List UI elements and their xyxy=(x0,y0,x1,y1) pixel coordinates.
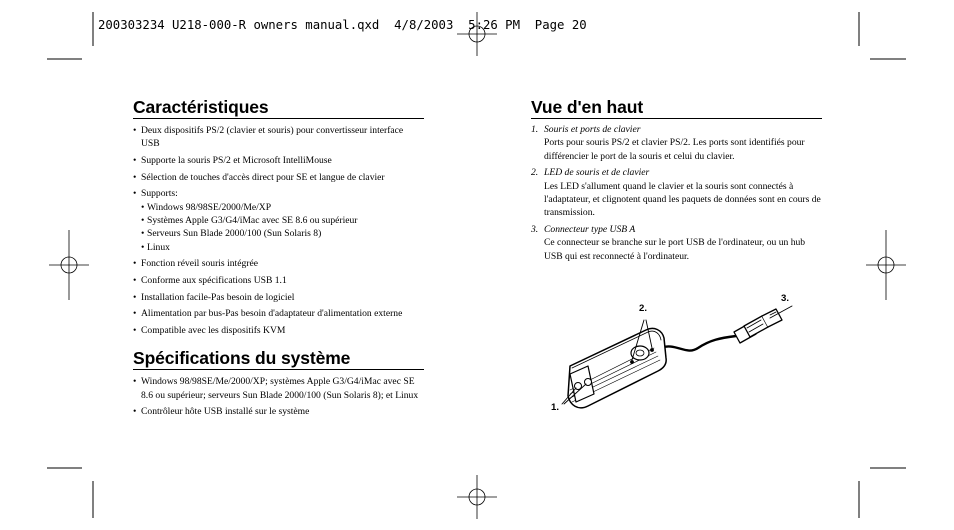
list-item: • Installation facile-Pas besoin de logiciel xyxy=(133,291,424,304)
item-number: 2. xyxy=(531,167,539,179)
list-item: • Linux xyxy=(141,241,424,254)
supports-list xyxy=(141,201,424,255)
list-item: • Windows 98/98SE/Me/2000/XP; systèmes Apple G3/G4/iMac avec SE 8.6 ou supérieur; serveurs Sun Blade 2000/100 (Sun Solaris 8); et Linux xyxy=(133,375,424,402)
figure-label-3: 3. xyxy=(781,293,790,304)
file-slug: 200303234 U218-000-R owners manual.qxd 4/8/2003 5:26 PM Page 20 xyxy=(98,18,587,32)
list-item: • Conforme aux spécifications USB 1.1 xyxy=(133,274,424,287)
item-title xyxy=(531,123,822,136)
top-view-heading: Vue d'en haut xyxy=(531,97,822,119)
list-item xyxy=(531,166,822,220)
item-title-text: LED de souris et de clavier xyxy=(544,167,650,179)
adapter-housing xyxy=(568,328,666,407)
list-item: • Systèmes Apple G3/G4/iMac avec SE 8.6 ou supérieur xyxy=(141,214,424,227)
figure-label-2: 2. xyxy=(639,303,648,314)
item-title-text: Souris et ports de clavier xyxy=(544,124,641,135)
left-column xyxy=(133,97,424,422)
led-indicator xyxy=(650,348,653,351)
adapter-illustration xyxy=(548,290,808,420)
item-number: 3. xyxy=(531,223,539,235)
features-heading: Caractéristiques xyxy=(133,97,424,119)
list-item: • Compatible avec les dispositifs KVM xyxy=(133,324,424,337)
specs-section xyxy=(133,348,424,418)
usb-plug xyxy=(734,309,782,343)
list-item: • Serveurs Sun Blade 2000/100 (Sun Solaris 8) xyxy=(141,227,424,240)
registration-target-right xyxy=(866,230,906,300)
registration-target-bottom xyxy=(457,475,497,519)
features-list xyxy=(133,124,424,337)
list-item: • Alimentation par bus-Pas besoin d'adaptateur d'alimentation externe xyxy=(133,307,424,320)
specs-list xyxy=(133,375,424,418)
item-title-text: Connecteur type USB A xyxy=(544,223,636,235)
figure-label-1: 1. xyxy=(551,402,560,413)
list-item: • Windows 98/98SE/2000/Me/XP xyxy=(141,201,424,214)
list-item xyxy=(531,123,822,163)
supports-label: Supports: xyxy=(141,188,178,200)
usb-adapter-drawing xyxy=(548,290,808,420)
list-item: • Contrôleur hôte USB installé sur le système xyxy=(133,405,424,418)
right-column xyxy=(531,97,822,266)
item-body: Ce connecteur se branche sur le port USB de l'ordinateur, ou un hub USB qui est reconnecté à l'ordinateur. xyxy=(544,237,806,262)
item-body: Ports pour souris PS/2 et clavier PS/2. Les ports sont identifiés pour différencier le port de la souris et celui du clavier. xyxy=(544,137,805,162)
item-body: Les LED s'allument quand le clavier et la souris sont connectés à l'adaptateur, et clignotent quand les paquets de données sont en cours de transmission. xyxy=(544,180,821,219)
item-title xyxy=(531,166,822,179)
item-title xyxy=(531,223,822,236)
list-item: • Supporte la souris PS/2 et Microsoft IntelliMouse xyxy=(133,154,424,167)
list-item: • Fonction réveil souris intégrée xyxy=(133,257,424,270)
list-item xyxy=(531,223,822,263)
registration-target-left xyxy=(49,230,89,300)
specs-heading: Spécifications du système xyxy=(133,348,424,370)
list-item: • Sélection de touches d'accès direct pour SE et langue de clavier xyxy=(133,171,424,184)
cable xyxy=(660,336,736,351)
list-item xyxy=(133,187,424,254)
top-view-list xyxy=(531,123,822,263)
item-number: 1. xyxy=(531,124,539,135)
list-item: • Deux dispositifs PS/2 (clavier et souris) pour convertisseur interface USB xyxy=(133,124,424,151)
led-indicator xyxy=(630,360,633,363)
